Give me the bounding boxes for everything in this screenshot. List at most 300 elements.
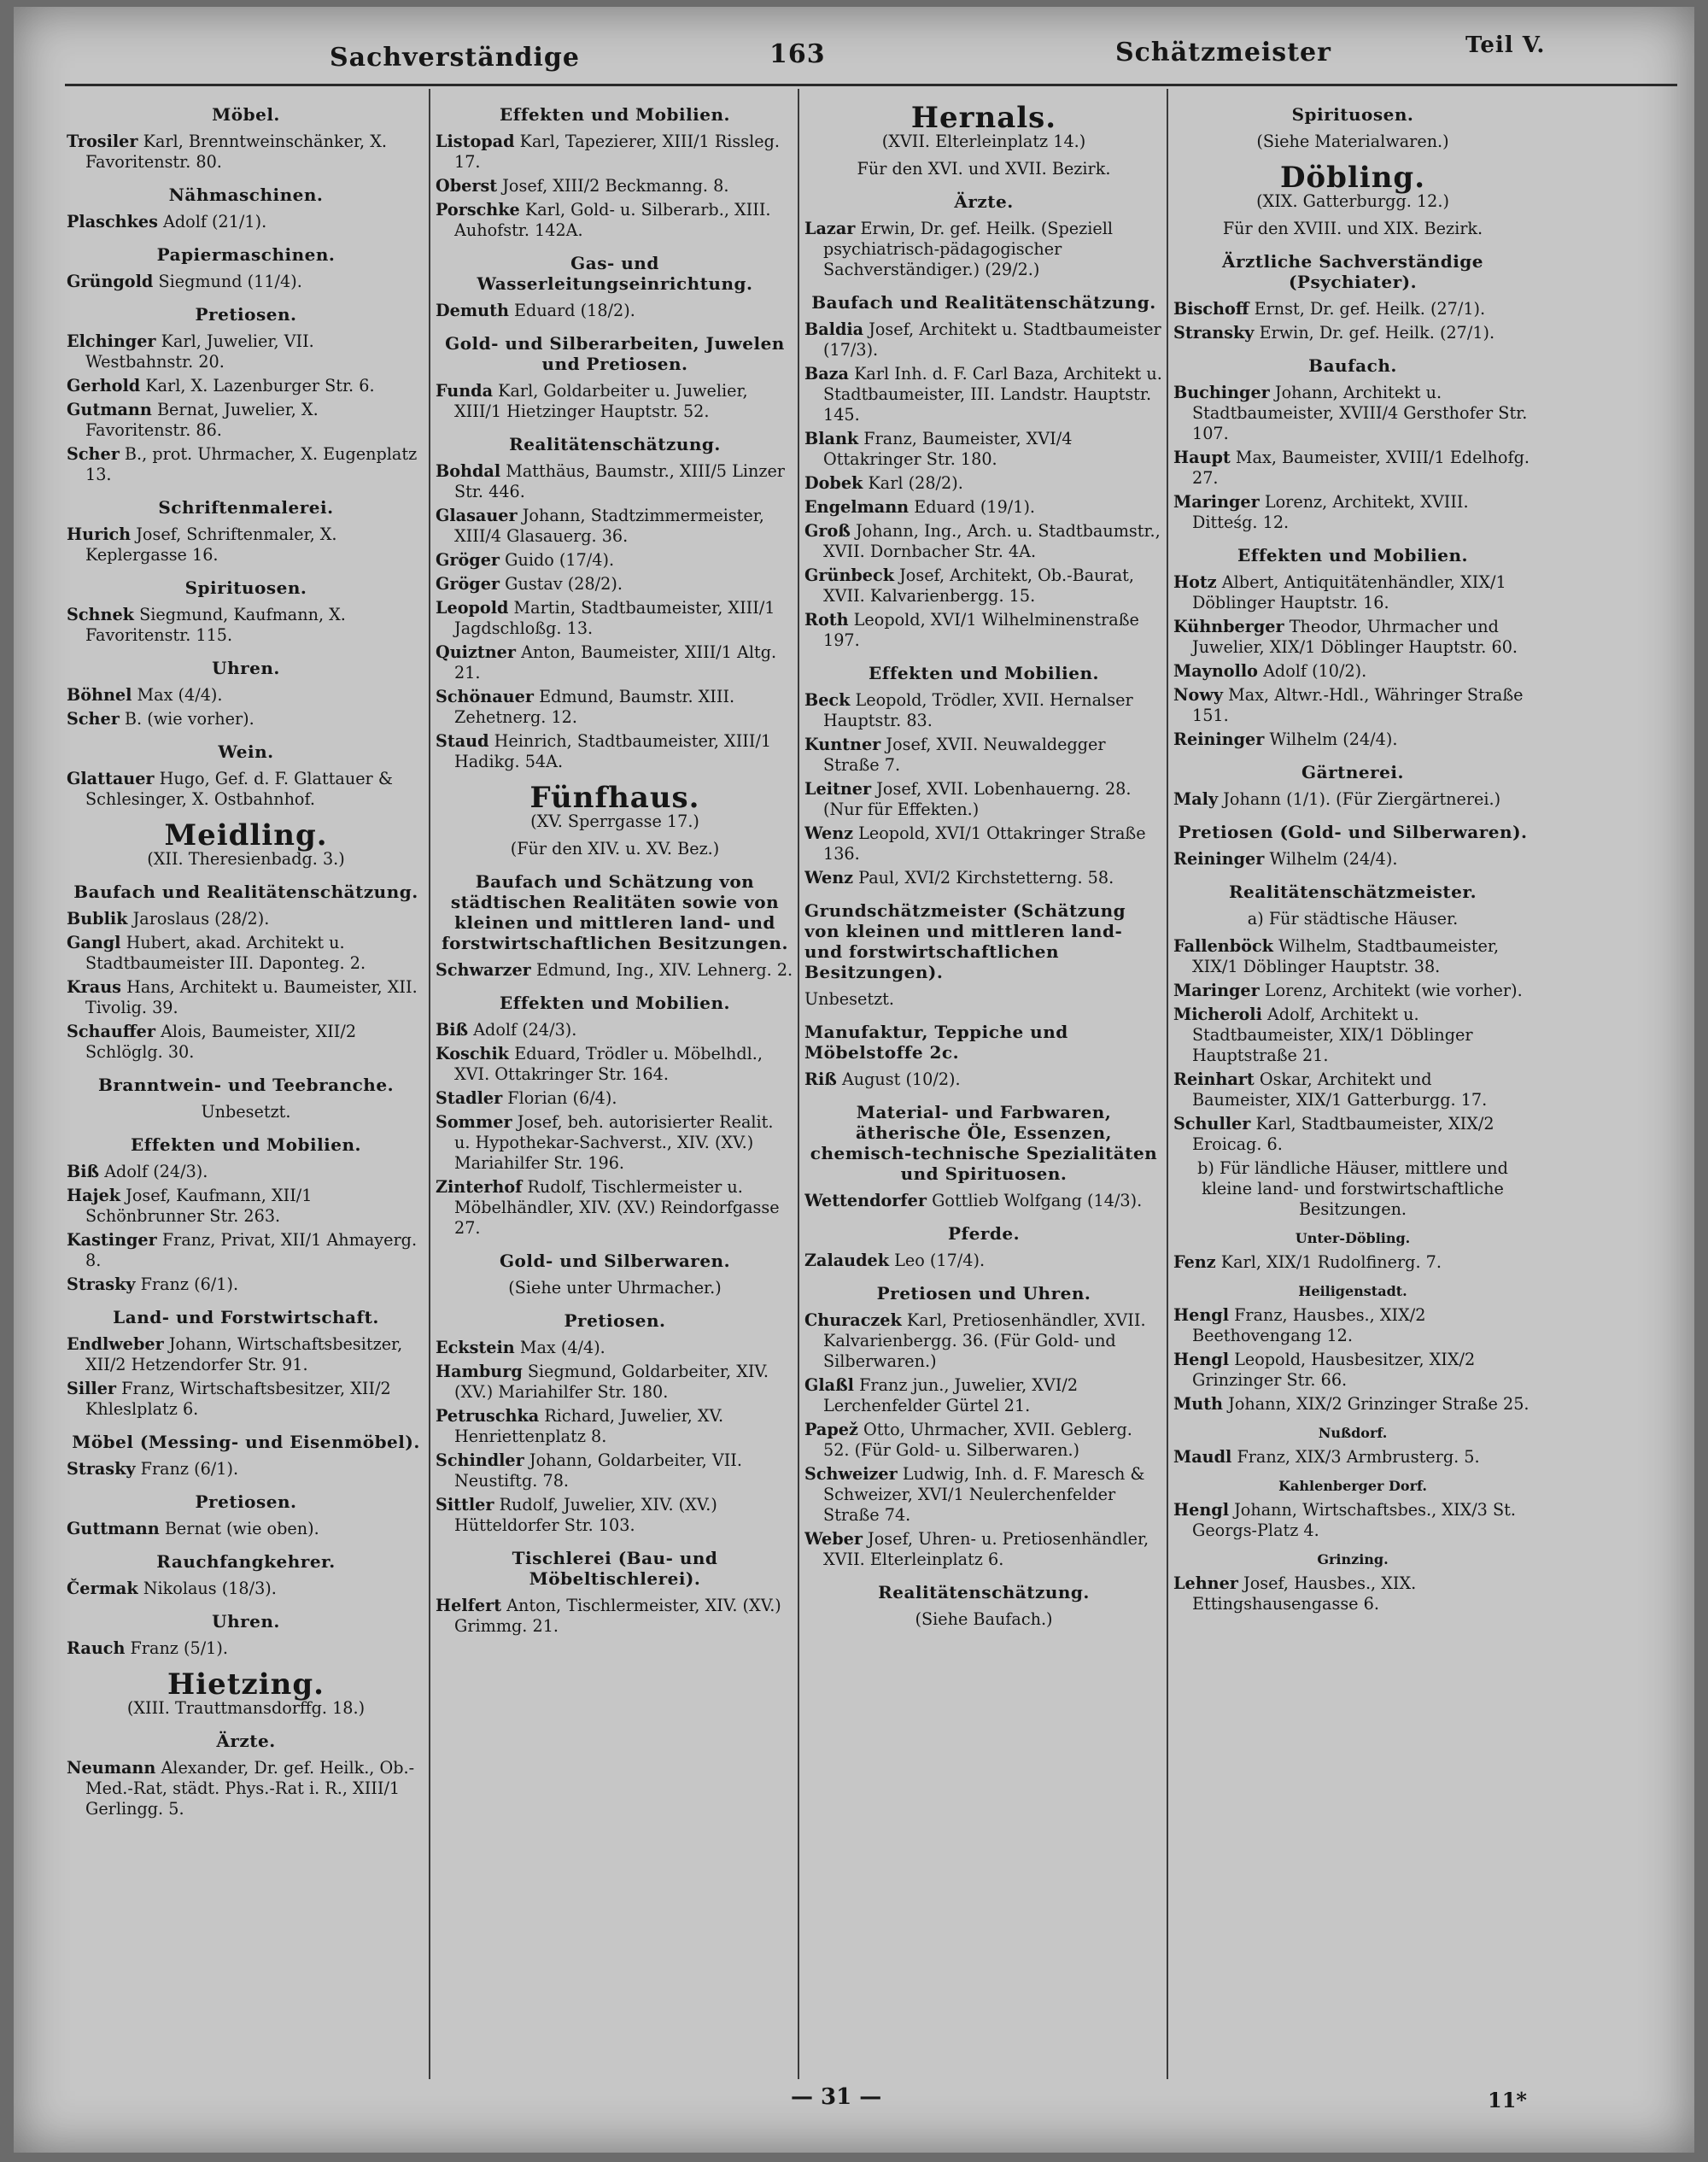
entry-text: Karl, Stadtbaumeister, XIX/2 Eroicag. 6. xyxy=(1192,1114,1494,1154)
entry xyxy=(436,1450,794,1491)
entry xyxy=(67,1162,425,1182)
entry-name: Schauffer xyxy=(67,1022,155,1041)
entry xyxy=(804,1375,1163,1416)
entry-text: Siegmund, Goldarbeiter, XIV. (XV.) Mariahilfer Str. 180. xyxy=(454,1362,769,1402)
entry xyxy=(67,1022,425,1063)
section-heading: Gas- und Wasserleitungseinrichtung. xyxy=(477,253,753,294)
entry xyxy=(1173,1447,1532,1468)
entry xyxy=(67,132,425,173)
footer-page-number: — 31 — xyxy=(791,2084,882,2110)
entry-text: Johann, Wirtschaftsbes., XIX/3 St. Georgs-Platz 4. xyxy=(1192,1500,1516,1540)
page xyxy=(14,7,1694,2153)
entry-text: Eduard (18/2). xyxy=(514,301,635,320)
district-title: Meidling. xyxy=(164,818,328,852)
entry-name: Dobek xyxy=(804,473,863,493)
entry-name: Gangl xyxy=(67,933,121,952)
section-heading: Uhren. xyxy=(212,658,280,678)
entry-name: Maringer xyxy=(1173,981,1260,1000)
entry xyxy=(804,521,1163,562)
entry xyxy=(1173,1573,1532,1614)
header-right: Teil V. xyxy=(1465,32,1546,58)
entry-name: Zalaudek xyxy=(804,1251,890,1270)
entry-text: Eduard, Trödler u. Möbelhdl., XVI. Ottakringer Str. 164. xyxy=(454,1044,763,1084)
entry xyxy=(436,301,794,321)
entry-text: Franz, Privat, XII/1 Ahmayerg. 8. xyxy=(85,1230,418,1270)
entry-text: Gottlieb Wolfgang (14/3). xyxy=(932,1191,1143,1210)
section-heading: Möbel. xyxy=(212,104,280,125)
entry-text: Albert, Antiquitätenhändler, XIX/1 Döblinger Hauptstr. 16. xyxy=(1192,572,1506,612)
page-header xyxy=(14,26,1694,77)
entry xyxy=(804,1420,1163,1461)
entry xyxy=(1173,383,1532,444)
entry xyxy=(804,565,1163,606)
entry xyxy=(67,400,425,441)
entry-name: Hengl xyxy=(1173,1500,1229,1520)
entry-text: Anton, Tischlermeister, XIV. (XV.) Grimmg. 21. xyxy=(454,1596,781,1636)
column-3 xyxy=(804,92,1163,2074)
entry xyxy=(1173,492,1532,533)
entry-name: Endlweber xyxy=(67,1334,164,1354)
entry-text: Anton, Baumeister, XIII/1 Altg. 21. xyxy=(454,642,777,683)
entry xyxy=(67,769,425,810)
entry-text: Johann, Architekt u. Stadtbaumeister, XVIII/4 Gersthofer Str. 107. xyxy=(1192,383,1528,443)
entry-name: Biß xyxy=(67,1162,100,1181)
entry-name: Porschke xyxy=(436,200,520,220)
entry-text: Johann, Goldarbeiter, VII. Neustiftg. 78. xyxy=(454,1450,742,1491)
entry-text: Franz, XIX/3 Armbrusterg. 5. xyxy=(1237,1447,1480,1467)
entry xyxy=(804,868,1163,888)
entry xyxy=(804,610,1163,651)
entry-name: Kastinger xyxy=(67,1230,157,1250)
entry-name: Schuller xyxy=(1173,1114,1251,1134)
note: a) Für städtische Häuser. xyxy=(1247,909,1459,929)
entry xyxy=(1173,1005,1532,1066)
entry xyxy=(436,1177,794,1239)
note: Für den XVIII. und XIX. Bezirk. xyxy=(1222,219,1483,238)
note: (Siehe unter Uhrmacher.) xyxy=(508,1278,722,1298)
entry-text: Wilhelm (24/4). xyxy=(1269,729,1398,749)
entry xyxy=(436,1596,794,1637)
district-address: (XII. Theresienbadg. 3.) xyxy=(147,849,345,869)
entry-name: Maringer xyxy=(1173,492,1260,512)
entry-text: Josef, Hausbes., XIX. Ettingshausengasse 6. xyxy=(1192,1573,1417,1614)
entry-text: Josef, Architekt u. Stadtbaumeister (17/3). xyxy=(823,319,1161,360)
section-heading: Effekten und Mobilien. xyxy=(1237,545,1468,565)
entry-name: Oberst xyxy=(436,176,498,196)
entry xyxy=(67,1230,425,1271)
entry-text: Alexander, Dr. gef. Heilk., Ob.-Med.-Rat, städt. Phys.-Rat i. R., XIII/1 Gerlingg. 5. xyxy=(85,1758,415,1819)
section-heading: Pretiosen. xyxy=(195,1491,297,1512)
district-address: (XVII. Elterleinplatz 14.) xyxy=(881,132,1086,151)
entry xyxy=(67,933,425,974)
section-heading: Uhren. xyxy=(212,1611,280,1632)
section-heading: Pretiosen. xyxy=(564,1310,666,1331)
note: (Für den XIV. u. XV. Bez.) xyxy=(510,839,720,858)
entry xyxy=(67,331,425,372)
entry xyxy=(804,219,1163,280)
entry-name: Gutmann xyxy=(67,400,152,419)
entry-name: Wenz xyxy=(804,868,854,888)
note: (Siehe Materialwaren.) xyxy=(1256,132,1449,151)
entry-text: Karl, Tapezierer, XIII/1 Rissleg. 17. xyxy=(454,132,780,172)
entry-text: Karl (28/2). xyxy=(868,473,963,493)
entry xyxy=(804,1529,1163,1570)
section-heading: Möbel (Messing- und Eisenmöbel). xyxy=(72,1432,420,1452)
entry-text: Karl, Juwelier, VII. Westbahnstr. 20. xyxy=(85,331,314,372)
entry-text: Bernat (wie oben). xyxy=(164,1519,319,1538)
entry xyxy=(1173,323,1532,343)
entry-text: Josef, Architekt, Ob.-Baurat, XVII. Kalvarienbergg. 15. xyxy=(823,565,1134,606)
entry-text: August (10/2). xyxy=(841,1069,961,1089)
entry-name: Maudl xyxy=(1173,1447,1232,1467)
entry-name: Demuth xyxy=(436,301,509,320)
entry-name: Papež xyxy=(804,1420,858,1439)
district-title: Döbling. xyxy=(1279,161,1426,195)
entry-name: Roth xyxy=(804,610,849,630)
entry-name: Maynollo xyxy=(1173,661,1258,681)
entry-name: Leopold xyxy=(436,598,509,618)
entry-name: Čermak xyxy=(67,1579,138,1598)
entry xyxy=(67,376,425,396)
entry-name: Schnek xyxy=(67,605,134,624)
section-heading: Manufaktur, Teppiche und Möbelstoffe 2c. xyxy=(804,1022,1068,1063)
entry-text: Josef, XVII. Neuwaldegger Straße 7. xyxy=(823,735,1106,775)
entry-text: Franz (6/1). xyxy=(140,1459,239,1479)
column-divider xyxy=(798,89,799,2079)
entry-text: Rudolf, Tischlermeister u. Möbelhändler, XIV. (XV.) Reindorfgasse 27. xyxy=(454,1177,780,1238)
section-heading: Material- und Farbwaren, ätherische Öle, Essenzen, chemisch-technische Spezialitäten und Spirituosen. xyxy=(810,1102,1158,1184)
district-address: (XV. Sperrgasse 17.) xyxy=(530,811,699,831)
entry-name: Stadler xyxy=(436,1088,503,1108)
entry-text: Richard, Juwelier, XV. Henriettenplatz 8. xyxy=(454,1406,724,1446)
entry-text: Leopold, Trödler, XVII. Hernalser Hauptstr. 83. xyxy=(823,690,1133,730)
section-heading: Baufach und Realitätenschätzung. xyxy=(811,292,1156,313)
section-heading: Gold- und Silberwaren. xyxy=(499,1251,731,1271)
entry-text: Max, Altwr.-Hdl., Währinger Straße 151. xyxy=(1192,685,1524,725)
column-4 xyxy=(1173,92,1532,2074)
entry-text: Franz, Wirtschaftsbesitzer, XII/2 Khleslplatz 6. xyxy=(85,1379,391,1419)
entry xyxy=(436,200,794,241)
entry xyxy=(804,823,1163,864)
entry-text: Guido (17/4). xyxy=(505,550,615,570)
entry-text: Florian (6/4). xyxy=(507,1088,617,1108)
entry-text: Edmund, Ing., XIV. Lehnerg. 2. xyxy=(535,960,793,980)
entry-name: Hengl xyxy=(1173,1305,1229,1325)
entry-text: Josef, Kaufmann, XII/1 Schönbrunner Str. 263. xyxy=(85,1186,313,1226)
entry xyxy=(67,909,425,929)
entry-name: Reininger xyxy=(1173,729,1265,749)
entry-text: Otto, Uhrmacher, XVII. Geblerg. 52. (Für Gold- u. Silberwaren.) xyxy=(823,1420,1132,1460)
section-heading: Effekten und Mobilien. xyxy=(868,663,1099,683)
entry-name: Strasky xyxy=(67,1459,136,1479)
entry-name: Hurich xyxy=(67,524,132,544)
entry-name: Groß xyxy=(804,521,851,541)
entry xyxy=(436,1020,794,1040)
entry-text: Adolf (21/1). xyxy=(163,212,267,231)
entry-name: Micheroli xyxy=(1173,1005,1262,1024)
entry xyxy=(67,1334,425,1375)
entry-name: Helfert xyxy=(436,1596,502,1615)
entry xyxy=(804,497,1163,518)
entry-name: Zinterhof xyxy=(436,1177,523,1197)
entry-text: Paul, XVI/2 Kirchstetterng. 58. xyxy=(858,868,1114,888)
entry xyxy=(1173,1114,1532,1155)
column-2 xyxy=(436,92,794,2074)
entry-name: Fenz xyxy=(1173,1252,1216,1272)
entry-name: Bohdal xyxy=(436,461,501,481)
entry-name: Sommer xyxy=(436,1112,512,1132)
entry-text: Bernat, Juwelier, X. Favoritenstr. 86. xyxy=(85,400,319,440)
section-heading: Pretiosen und Uhren. xyxy=(876,1283,1091,1304)
entry xyxy=(1173,299,1532,319)
entry-text: Leopold, XVI/1 Ottakringer Straße 136. xyxy=(823,823,1146,864)
entry-text: Leopold, XVI/1 Wilhelminenstraße 197. xyxy=(823,610,1139,650)
entry xyxy=(436,506,794,547)
entry-text: B. (wie vorher). xyxy=(124,709,254,729)
entry-name: Guttmann xyxy=(67,1519,160,1538)
entry-name: Eckstein xyxy=(436,1338,515,1357)
entry xyxy=(804,690,1163,731)
entry-name: Churaczek xyxy=(804,1310,902,1330)
entry xyxy=(67,685,425,706)
section-heading: Realitätenschätzmeister. xyxy=(1228,882,1477,902)
entry-text: Adolf (24/3). xyxy=(473,1020,577,1040)
entry-name: Gröger xyxy=(436,574,500,594)
page-footer xyxy=(14,2084,1694,2118)
entry-text: Siegmund, Kaufmann, X. Favoritenstr. 115. xyxy=(85,605,346,645)
entry-text: Adolf (10/2). xyxy=(1263,661,1367,681)
entry xyxy=(436,550,794,571)
entry-name: Lazar xyxy=(804,219,856,238)
entry-name: Koschik xyxy=(436,1044,510,1063)
entry-name: Wettendorfer xyxy=(804,1191,927,1210)
entry xyxy=(436,731,794,772)
section-heading: Ärztliche Sachverständige (Psychiater). xyxy=(1221,251,1484,292)
entry-text: Erwin, Dr. gef. Heilk. (Speziell psychiatrisch-pädagogischer Sachverständiger.) (29/2.) xyxy=(823,219,1114,279)
entry xyxy=(804,779,1163,820)
entry xyxy=(436,1362,794,1403)
entry-text: Ludwig, Inh. d. F. Maresch & Schweizer, XVI/1 Neulerchenfelder Straße 74. xyxy=(823,1464,1145,1525)
entry-name: Böhnel xyxy=(67,685,132,705)
entry-text: Karl, Pretiosenhändler, XVII. Kalvarienbergg. 36. (Für Gold- und Silberwaren.) xyxy=(823,1310,1146,1371)
entry xyxy=(436,598,794,639)
entry-name: Gerhold xyxy=(67,376,141,395)
entry-name: Lehner xyxy=(1173,1573,1238,1593)
section-heading: Effekten und Mobilien. xyxy=(130,1134,361,1155)
section-heading: Grundschätzmeister (Schätzung von kleinen und mittleren land- und forstwirtschaftlichen Besitzungen). xyxy=(804,900,1126,982)
entry-name: Glasauer xyxy=(436,506,518,525)
entry-text: Matthäus, Baumstr., XIII/5 Linzer Str. 446. xyxy=(454,461,785,501)
note: Unbesetzt. xyxy=(201,1102,291,1122)
entry-name: Kuntner xyxy=(804,735,881,754)
subsection-heading: Kahlenberger Dorf. xyxy=(1278,1478,1427,1494)
entry xyxy=(67,1379,425,1420)
entry-text: Wilhelm (24/4). xyxy=(1269,849,1398,869)
entry-text: Nikolaus (18/3). xyxy=(143,1579,277,1598)
section-heading: Gold- und Silberarbeiten, Juwelen und Pretiosen. xyxy=(445,333,785,374)
entry-name: Gröger xyxy=(436,550,500,570)
entry-text: Oskar, Architekt und Baumeister, XIX/1 Gatterburgg. 17. xyxy=(1192,1069,1488,1110)
entry-text: Max, Baumeister, XVIII/1 Edelhofg. 27. xyxy=(1192,448,1530,488)
section-heading: Spirituosen. xyxy=(184,577,307,598)
entry-text: Hans, Architekt u. Baumeister, XII. Tivolig. 39. xyxy=(85,977,418,1017)
section-heading: Tischlerei (Bau- und Möbeltischlerei). xyxy=(512,1548,718,1589)
entry-text: Rudolf, Juwelier, XIV. (XV.) Hütteldorfer Str. 103. xyxy=(454,1495,717,1535)
entry xyxy=(67,1186,425,1227)
entry xyxy=(1173,572,1532,613)
district-title: Hietzing. xyxy=(167,1667,325,1702)
entry-name: Neumann xyxy=(67,1758,156,1778)
entry xyxy=(1173,789,1532,810)
subsection-heading: Heiligenstadt. xyxy=(1298,1283,1407,1299)
entry xyxy=(436,1495,794,1536)
entry-text: Johann, Stadtzimmermeister, XIII/4 Glasauerg. 36. xyxy=(454,506,764,546)
entry-text: Edmund, Baumstr. XIII. Zehetnerg. 12. xyxy=(454,687,735,727)
column-divider xyxy=(1167,89,1168,2079)
entry-name: Biß xyxy=(436,1020,469,1040)
district-address: (XIII. Trauttmansdorffg. 18.) xyxy=(126,1698,366,1718)
entry-name: Buchinger xyxy=(1173,383,1270,402)
district-address: (XIX. Gatterburgg. 12.) xyxy=(1256,191,1449,211)
entry-text: Johann (1/1). (Für Ziergärtnerei.) xyxy=(1223,789,1501,809)
entry xyxy=(436,461,794,502)
entry-name: Weber xyxy=(804,1529,863,1549)
entry xyxy=(67,444,425,485)
entry xyxy=(67,1459,425,1479)
section-heading: Land- und Forstwirtschaft. xyxy=(113,1307,379,1327)
entry xyxy=(436,1112,794,1174)
section-heading: Realitätenschätzung. xyxy=(878,1582,1090,1602)
entry-text: Gustav (28/2). xyxy=(505,574,623,594)
entry xyxy=(804,1191,1163,1211)
district-title: Hernals. xyxy=(910,101,1057,135)
section-heading: Papiermaschinen. xyxy=(156,244,336,265)
column-divider xyxy=(429,89,430,2079)
entry xyxy=(804,1069,1163,1090)
entry-name: Strasky xyxy=(67,1274,136,1294)
entry-name: Scher xyxy=(67,709,120,729)
entry-text: Adolf (24/3). xyxy=(104,1162,208,1181)
entry-text: Josef, beh. autorisierter Realit. u. Hypothekar-Sachverst., XIV. (XV.) Mariahilfer Str. 196. xyxy=(454,1112,774,1173)
entry xyxy=(436,132,794,173)
entry-name: Grüngold xyxy=(67,272,154,291)
entry xyxy=(1173,617,1532,658)
entry xyxy=(1173,1305,1532,1346)
entry xyxy=(804,1310,1163,1372)
section-heading: Pretiosen. xyxy=(195,304,297,325)
entry-name: Stransky xyxy=(1173,323,1255,343)
entry-text: B., prot. Uhrmacher, X. Eugenplatz 13. xyxy=(85,444,418,484)
entry-text: Eduard (19/1). xyxy=(914,497,1036,517)
entry xyxy=(67,709,425,729)
section-heading: Schriftenmalerei. xyxy=(158,497,334,518)
entry-name: Nowy xyxy=(1173,685,1224,705)
entry-name: Blank xyxy=(804,429,859,448)
entry xyxy=(67,1519,425,1539)
entry xyxy=(1173,661,1532,682)
entry-name: Schwarzer xyxy=(436,960,531,980)
entry-text: Max (4/4). xyxy=(519,1338,605,1357)
entry-name: Sittler xyxy=(436,1495,494,1515)
entry-text: Franz, Hausbes., XIX/2 Beethovengang 12. xyxy=(1192,1305,1426,1345)
entry xyxy=(804,473,1163,494)
entry-text: Franz jun., Juwelier, XVI/2 Lerchenfelder Gürtel 21. xyxy=(823,1375,1079,1415)
entry xyxy=(436,176,794,196)
entry-text: Karl, Gold- u. Silberarb., XIII. Auhofstr. 142A. xyxy=(454,200,771,240)
entry-name: Siller xyxy=(67,1379,117,1398)
entry-name: Hamburg xyxy=(436,1362,523,1381)
entry-name: Reininger xyxy=(1173,849,1265,869)
entry xyxy=(436,381,794,422)
entry-text: Johann, Ing., Arch. u. Stadtbaumstr., XVII. Dornbacher Str. 4A. xyxy=(823,521,1161,561)
entry-name: Bublik xyxy=(67,909,128,929)
entry xyxy=(1173,1069,1532,1110)
entry-name: Leitner xyxy=(804,779,872,799)
entry-text: Erwin, Dr. gef. Heilk. (27/1). xyxy=(1259,323,1495,343)
header-left: Sachverständige xyxy=(330,43,580,73)
entry xyxy=(67,212,425,232)
entry xyxy=(436,1044,794,1085)
entry-name: Rauch xyxy=(67,1638,126,1658)
district-title: Fünfhaus. xyxy=(529,781,700,815)
entry-name: Fallenböck xyxy=(1173,936,1273,956)
entry xyxy=(67,1758,425,1819)
entry xyxy=(436,960,794,981)
entry-name: Funda xyxy=(436,381,494,401)
section-heading: Gärtnerei. xyxy=(1301,762,1404,782)
subsection-heading: Nußdorf. xyxy=(1318,1425,1388,1441)
entry-text: Hugo, Gef. d. F. Glattauer & Schlesinger, X. Ostbahnhof. xyxy=(85,769,393,809)
entry-name: Hajek xyxy=(67,1186,121,1205)
entry xyxy=(436,687,794,728)
entry-name: Elchinger xyxy=(67,331,156,351)
header-middle: Schätzmeister xyxy=(1115,38,1331,67)
entry xyxy=(67,1274,425,1295)
entry-text: Josef, Schriftenmaler, X. Keplergasse 16. xyxy=(85,524,337,565)
section-heading: Baufach und Schätzung von städtischen Realitäten sowie von kleinen und mittleren land- und forstwirtschaftlichen Besitzungen. xyxy=(442,871,788,953)
entry-text: Franz (5/1). xyxy=(130,1638,228,1658)
header-rule xyxy=(65,84,1677,86)
entry-text: Leo (17/4). xyxy=(894,1251,986,1270)
entry-name: Scher xyxy=(67,444,120,464)
section-heading: Effekten und Mobilien. xyxy=(499,993,730,1013)
note: (Siehe Baufach.) xyxy=(915,1609,1053,1629)
section-heading: Effekten und Mobilien. xyxy=(499,104,730,125)
entry-text: Wilhelm, Stadtbaumeister, XIX/1 Döblinger Hauptstr. 38. xyxy=(1192,936,1500,976)
footer-signature: 11* xyxy=(1488,2088,1527,2112)
entry xyxy=(804,1251,1163,1271)
section-heading: Spirituosen. xyxy=(1291,104,1414,125)
entry xyxy=(804,364,1163,425)
entry-name: Muth xyxy=(1173,1394,1224,1414)
entry xyxy=(67,605,425,646)
entry-text: Adolf, Architekt u. Stadtbaumeister, XIX/1 Döblinger Hauptstraße 21. xyxy=(1192,1005,1473,1065)
entry-name: Haupt xyxy=(1173,448,1231,467)
entry-name: Quiztner xyxy=(436,642,516,662)
entry xyxy=(67,1579,425,1599)
entry xyxy=(1173,448,1532,489)
entry xyxy=(1173,849,1532,870)
section-heading: Ärzte. xyxy=(954,191,1014,212)
entry-text: Karl, X. Lazenburger Str. 6. xyxy=(145,376,375,395)
entry-name: Reinhart xyxy=(1173,1069,1255,1089)
entry xyxy=(67,977,425,1018)
entry xyxy=(1173,1350,1532,1391)
entry-text: Jaroslaus (28/2). xyxy=(132,909,270,929)
section-heading: Baufach und Realitätenschätzung. xyxy=(73,882,418,902)
entry-name: Kraus xyxy=(67,977,121,997)
section-heading: Pretiosen (Gold- und Silberwaren). xyxy=(1178,822,1528,842)
